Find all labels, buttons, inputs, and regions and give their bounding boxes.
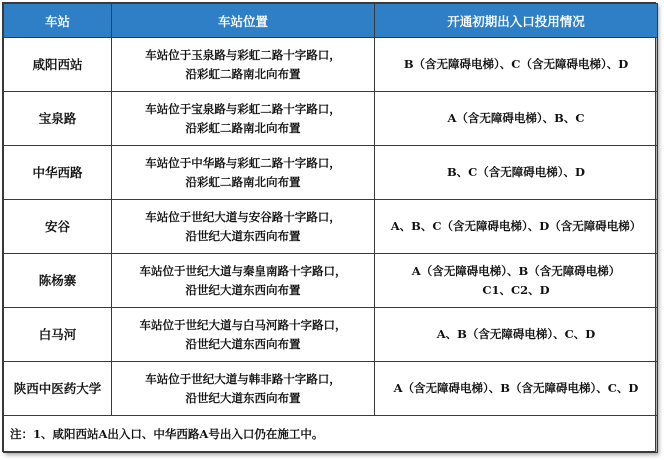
station-location [112, 362, 375, 416]
station-entrances [375, 92, 658, 146]
station-entrances [375, 200, 658, 254]
station-entrance-table [3, 3, 658, 453]
station-entrances [375, 38, 658, 92]
header-station: 车站 [4, 4, 112, 38]
station-entrances [375, 254, 658, 308]
table-row [4, 362, 658, 416]
location-line: 沿彩虹二路南北向布置 [185, 120, 301, 135]
location-line: 车站位于宝泉路与彩虹二路十字路口， [145, 101, 341, 116]
entrances-line: C1、C2、D [482, 282, 550, 297]
station-location [112, 254, 375, 308]
location-line: 车站位于世纪大道与秦皇南路十字路口， [139, 263, 347, 278]
entrances-line: A、B（含无障碍电梯）、C、D [436, 327, 596, 341]
station-entrances [375, 146, 658, 200]
station-name: 白马河 [4, 308, 112, 362]
station-entrances [375, 308, 658, 362]
location-line: 沿彩虹二路南北向布置 [185, 66, 301, 81]
note-row [4, 416, 658, 453]
station-name: 陈杨寨 [4, 254, 112, 308]
location-line: 车站位于玉泉路与彩虹二路十字路口， [145, 47, 341, 62]
entrances-line: A（含无障碍电梯）、B（含无障碍电梯）、C、D [393, 381, 639, 395]
station-table-frame [2, 2, 656, 452]
location-line: 沿世纪大道东西向布置 [185, 336, 301, 351]
location-line: 沿世纪大道东西向布置 [185, 390, 301, 405]
table-row [4, 146, 658, 200]
station-location [112, 200, 375, 254]
station-location [112, 146, 375, 200]
header-entrances: 开通初期出入口投用情况 [375, 4, 658, 38]
station-name: 宝泉路 [4, 92, 112, 146]
entrances-line: A（含无障碍电梯）、B（含无障碍电梯） [411, 263, 621, 278]
station-name: 咸阳西站 [4, 38, 112, 92]
table-note: 注：1、咸阳西站A出入口、中华西路A号出入口仍在施工中。 [4, 416, 658, 453]
table-row [4, 38, 658, 92]
station-name: 中华西路 [4, 146, 112, 200]
entrances-line: B（含无障碍电梯）、C（含无障碍电梯）、D [403, 57, 629, 71]
location-line: 沿世纪大道东西向布置 [185, 228, 301, 243]
location-line: 车站位于世纪大道与安谷路十字路口， [145, 209, 341, 224]
header-location: 车站位置 [112, 4, 375, 38]
location-line: 沿世纪大道东西向布置 [185, 282, 301, 297]
table-row [4, 308, 658, 362]
station-location [112, 92, 375, 146]
station-location [112, 308, 375, 362]
entrances-line: A（含无障碍电梯）、B、C [447, 111, 585, 125]
table-row [4, 200, 658, 254]
station-name: 陕西中医药大学 [4, 362, 112, 416]
location-line: 车站位于中华路与彩虹二路十字路口， [145, 155, 341, 170]
station-name: 安谷 [4, 200, 112, 254]
location-line: 沿彩虹二路南北向布置 [185, 174, 301, 189]
table-row [4, 92, 658, 146]
station-location [112, 38, 375, 92]
table-row [4, 254, 658, 308]
entrances-line: A、B、C（含无障碍电梯）、D（含无障碍电梯） [390, 219, 642, 233]
location-line: 车站位于世纪大道与白马河路十字路口， [139, 317, 347, 332]
location-line: 车站位于世纪大道与韩非路十字路口， [145, 371, 341, 386]
header-row [4, 4, 658, 38]
station-entrances [375, 362, 658, 416]
entrances-line: B、C（含无障碍电梯）、D [446, 165, 586, 179]
